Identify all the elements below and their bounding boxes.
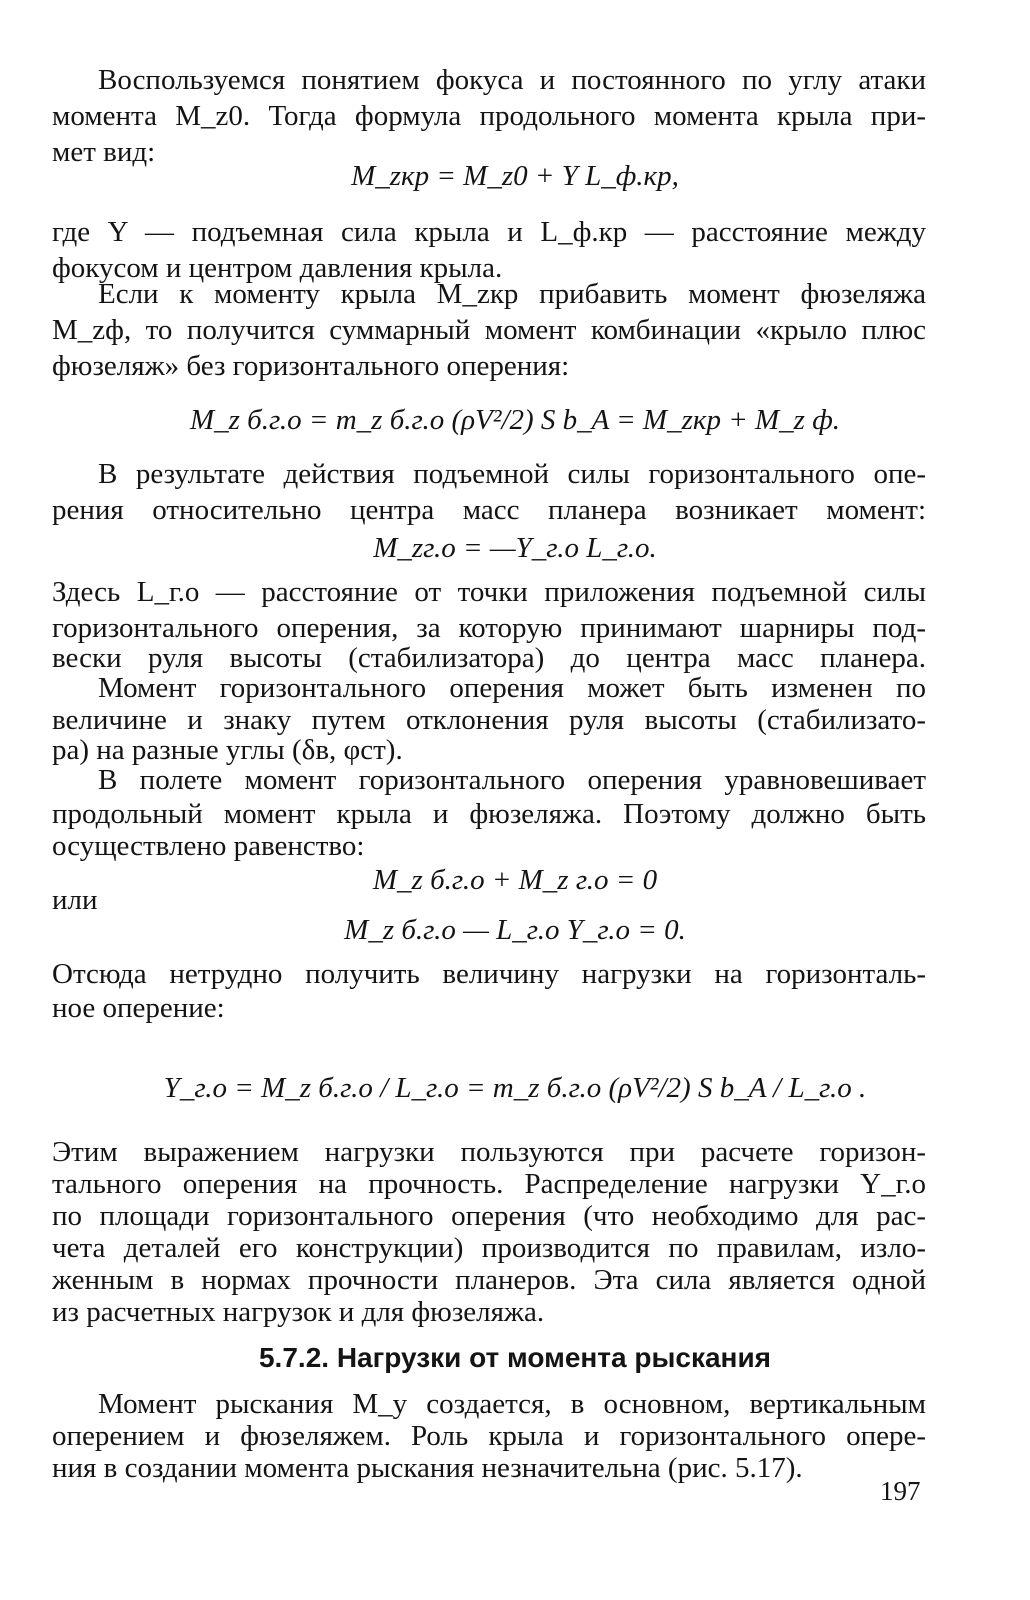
text-line: ра) на разные углы (δв, φст). <box>52 734 403 766</box>
text-line: момента M_z0. Тогда формула продольного момента крыла при- <box>52 100 926 132</box>
page-number: 197 <box>880 1476 921 1506</box>
text-line: где Y — подъемная сила крыла и L_ф.кр — расстояние между <box>52 216 926 248</box>
text-line: Момент рыскания M_y создается, в основном, вертикальным <box>98 1388 926 1420</box>
text-line: из расчетных нагрузок и для фюзеляжа. <box>52 1296 545 1328</box>
text-line: В полете момент горизонтального оперения уравновешивает <box>98 764 926 796</box>
equation-5: M_z б.г.о — L_г.о Y_г.о = 0. <box>344 914 686 946</box>
text-line: или <box>52 884 98 916</box>
equation-4: M_z б.г.о + M_z г.о = 0 <box>372 864 658 896</box>
text-line: фюзеляж» без горизонтального оперения: <box>52 350 570 382</box>
text-line: Здесь L_г.о — расстояние от точки приложения подъемной силы <box>52 576 926 608</box>
text-line: ния в создании момента рыскания незначительна (рис. 5.17). <box>52 1452 803 1484</box>
equation-6: Y_г.о = M_z б.г.о / L_г.о = m_z б.г.о (ρV²/2) S b_A / L_г.о . <box>163 1072 867 1104</box>
text-line: Отсюда нетрудно получить величину нагрузки на горизонталь- <box>52 958 926 990</box>
text-line: продольный момент крыла и фюзеляжа. Поэтому должно быть <box>52 798 926 830</box>
text-line: горизонтального оперения, за которую принимают шарниры под- <box>52 612 926 644</box>
text-line: M_zф, то получится суммарный момент комбинации «крыло плюс <box>52 314 926 346</box>
section-heading: 5.7.2. Нагрузки от момента рыскания <box>258 1342 772 1373</box>
text-line: величине и знаку путем отклонения руля высоты (стабилизато- <box>52 704 926 736</box>
text-line: В результате действия подъемной силы горизонтального опе- <box>98 458 926 490</box>
text-line: фокусом и центром давления крыла. <box>52 252 503 284</box>
text-line: осуществлено равенство: <box>52 830 365 862</box>
text-line: рения относительно центра масс планера возникает момент: <box>52 494 926 526</box>
text-line: чета деталей его конструкции) производится по правилам, изло- <box>52 1232 926 1264</box>
text-line: Если к моменту крыла M_zкр прибавить момент фюзеляжа <box>98 278 926 310</box>
text-line <box>52 62 926 98</box>
text-line: мет вид: <box>52 136 156 168</box>
text-line: Момент горизонтального оперения может быть изменен по <box>98 672 926 704</box>
text-line: женным в нормах прочности планеров. Эта сила является одной <box>52 1264 926 1296</box>
text-line: по площади горизонтального оперения (что необходимо для рас- <box>52 1200 926 1232</box>
text-line: оперением и фюзеляжем. Роль крыла и горизонтального опере- <box>52 1420 926 1452</box>
text-line: тального оперения на прочность. Распределение нагрузки Y_г.о <box>52 1168 926 1200</box>
equation-3: M_zг.о = —Y_г.о L_г.о. <box>373 532 657 564</box>
text-line: ное оперение: <box>52 992 225 1024</box>
equation-1: M_zкр = M_z0 + Y L_ф.кр, <box>351 160 679 192</box>
text-line: вески руля высоты (стабилизатора) до центра масс планера. <box>52 642 926 674</box>
equation-2: M_z б.г.о = m_z б.г.о (ρV²/2) S b_A = M_zкр + M_z ф. <box>189 404 841 436</box>
text-span: Воспользуемся понятием фокуса и постоянного по углу атаки <box>98 64 926 96</box>
text-line: Этим выражением нагрузки пользуются при расчете горизон- <box>52 1136 926 1168</box>
